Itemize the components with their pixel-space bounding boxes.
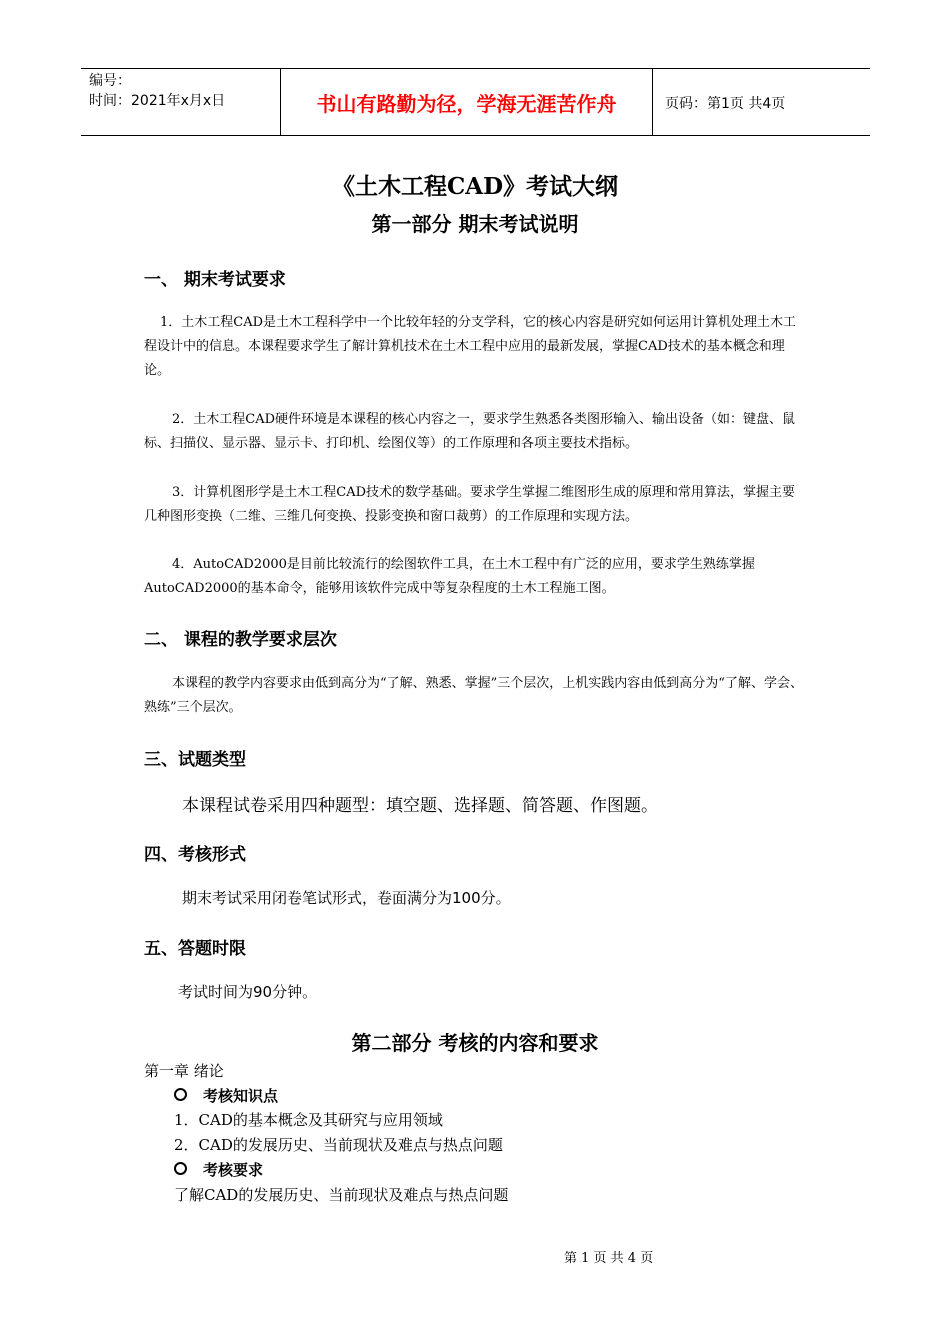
section2-paragraph: 本课程的教学内容要求由低到高分为“了解、熟悉、掌握”三个层次，上机实践内容由低到高分为“了解、学会、熟练”三个层次。	[144, 676, 803, 715]
section3-paragraph: 本课程试卷采用四种题型：填空题、选择题、简答题、作图题。	[182, 796, 658, 816]
time-label: 时间：2021年x月x日	[89, 93, 226, 109]
section4-paragraph: 期末考试采用闭卷笔试形式，卷面满分为100分。	[182, 889, 511, 907]
section1-heading: 一、 期末考试要求	[144, 270, 286, 290]
chapter1-item-1: 1．CAD的基本概念及其研究与应用领域	[174, 1111, 443, 1129]
part1-title: 第一部分 期末考试说明	[371, 212, 579, 236]
section1-paragraph-3: 3．计算机图形学是土木工程CAD技术的数学基础。要求学生掌握二维图形生成的原理和常用算法，掌握主要几种图形变换（二维、三维几何变换、投影变换和窗口裁剪）的工作原理和实现方法。	[144, 485, 796, 524]
header-meta-cell	[81, 69, 281, 135]
motto: 书山有路勤为径，学海无涯苦作舟	[281, 69, 653, 135]
section1-paragraph-1: 1．土木工程CAD是土木工程科学中一个比较年轻的分支学科，它的核心内容是研究如何运用计算机处理土木工程设计中的信息。本课程要求学生了解计算机技术在土木工程中应用的最新发展，掌握CAD技术的基本概念和理论。	[144, 315, 797, 378]
part2-title: 第二部分 考核的内容和要求	[351, 1031, 599, 1055]
section5-heading: 五、答题时限	[144, 939, 246, 959]
section5-paragraph: 考试时间为90分钟。	[178, 983, 318, 1001]
page-footer: 第 1 页 共 4 页	[564, 1251, 654, 1266]
chapter1-item-2: 2．CAD的发展历史、当前现状及难点与热点问题	[174, 1136, 503, 1154]
chapter1-title: 第一章 绪论	[144, 1062, 224, 1080]
section4-heading: 四、考核形式	[144, 845, 246, 865]
section3-heading: 三、试题类型	[144, 750, 246, 770]
section1-paragraph-2: 2．土木工程CAD硬件环境是本课程的核心内容之一，要求学生熟悉各类图形输入、输出设备（如：键盘、鼠标、扫描仪、显示器、显示卡、打印机、绘图仪等）的工作原理和各项主要技术指标。	[144, 412, 796, 451]
page-info: 页码：第1页 共4页	[665, 96, 786, 112]
circle-bullet-icon	[174, 1162, 187, 1175]
section2-heading: 二、 课程的教学要求层次	[144, 630, 337, 650]
chapter1-bullet-requirements: 考核要求	[174, 1159, 263, 1180]
circle-bullet-icon	[174, 1088, 187, 1101]
header-table	[81, 68, 870, 136]
chapter1-requirement: 了解CAD的发展历史、当前现状及难点与热点问题	[174, 1186, 509, 1204]
document-title: 《土木工程CAD》考试大纲	[331, 173, 619, 200]
number-label: 编号：	[89, 73, 131, 89]
section1-paragraph-4: 4．AutoCAD2000是目前比较流行的绘图软件工具，在土木工程中有广泛的应用，要求学生熟练掌握AutoCAD2000的基本命令，能够用该软件完成中等复杂程度的土木工程施工图。	[144, 557, 755, 596]
chapter1-bullet-knowledge: 考核知识点	[174, 1085, 278, 1106]
